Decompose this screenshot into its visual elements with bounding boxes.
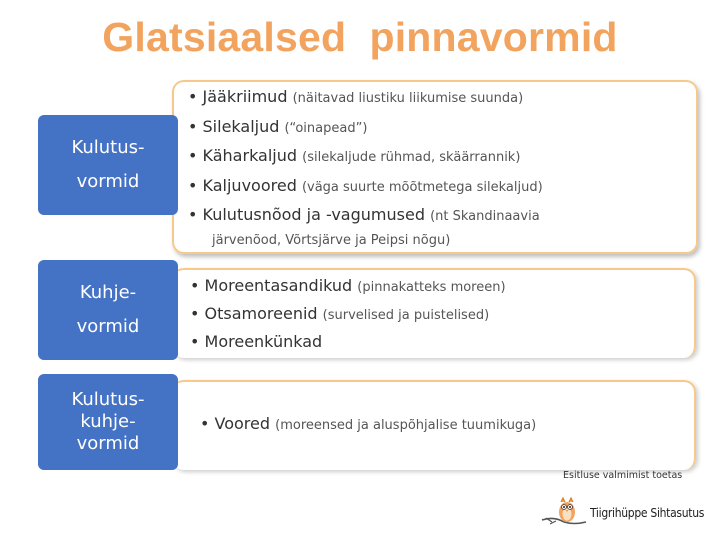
category-label-line: kuhje- bbox=[80, 411, 136, 432]
item-term: • Otsamoreenid bbox=[190, 304, 318, 323]
list-item bbox=[190, 272, 506, 300]
item-term: • Käharkaljud bbox=[188, 146, 298, 165]
logo-text: Tiigrihüppe Sihtasutus bbox=[590, 506, 705, 520]
category-kuhjevormid bbox=[38, 260, 178, 360]
category-label-line: vormid bbox=[76, 433, 140, 454]
item-term: • Moreenkünkad bbox=[190, 332, 323, 351]
item-note: (nt Skandinaavia bbox=[430, 209, 540, 224]
list-item bbox=[188, 82, 543, 112]
list-item bbox=[188, 112, 543, 142]
credit-text: Esitluse valmimist toetas bbox=[563, 470, 683, 481]
list-item bbox=[188, 141, 543, 171]
category-label-line: vormid bbox=[76, 171, 140, 192]
item-note: (“oinapead”) bbox=[284, 120, 368, 136]
item-note: (näitavad liustiku liikumise suunda) bbox=[292, 91, 524, 106]
category-kulutusvormid bbox=[38, 115, 178, 215]
list-kulutusvormid bbox=[188, 82, 543, 252]
list-item bbox=[188, 171, 543, 201]
item-note: (moreensed ja aluspõhjalise tuumikuga) bbox=[275, 418, 537, 433]
list-item bbox=[190, 300, 506, 328]
list-item bbox=[200, 410, 536, 438]
list-item bbox=[190, 328, 506, 356]
item-note: (väga suurte mõõtmetega silekaljud) bbox=[301, 179, 543, 195]
item-term: • Moreentasandikud bbox=[190, 276, 353, 295]
item-term: • Jääkriimud bbox=[188, 87, 288, 106]
category-label-line: Kulutus- bbox=[71, 137, 145, 158]
list-kuhjevormid bbox=[190, 272, 506, 356]
item-term: • Voored bbox=[200, 414, 271, 433]
sponsor-logo bbox=[540, 492, 715, 536]
page-title: Glatsiaalsed pinnavormid bbox=[102, 14, 618, 60]
category-label-line: Kuhje- bbox=[79, 282, 137, 303]
item-term: • Silekaljud bbox=[188, 116, 280, 136]
owl-icon bbox=[540, 492, 590, 536]
item-note: (survelised ja puistelised) bbox=[322, 308, 490, 323]
list-item-continuation: järvenõod, Võrtsjärve ja Peipsi nõgu) bbox=[212, 232, 451, 248]
item-note: (pinnakatteks moreen) bbox=[357, 280, 506, 295]
item-note: (silekaljude rühmad, skäärrannik) bbox=[302, 150, 521, 165]
item-term: • Kulutusnõod ja -vagumused bbox=[188, 205, 425, 224]
category-label-line: Kulutus- bbox=[71, 389, 145, 410]
list-item bbox=[188, 200, 543, 230]
category-kulutus-kuhjevormid bbox=[38, 374, 178, 470]
category-label-line: vormid bbox=[76, 316, 140, 337]
item-term: • Kaljuvoored bbox=[188, 175, 297, 195]
list-kulutus-kuhjevormid bbox=[200, 410, 536, 438]
